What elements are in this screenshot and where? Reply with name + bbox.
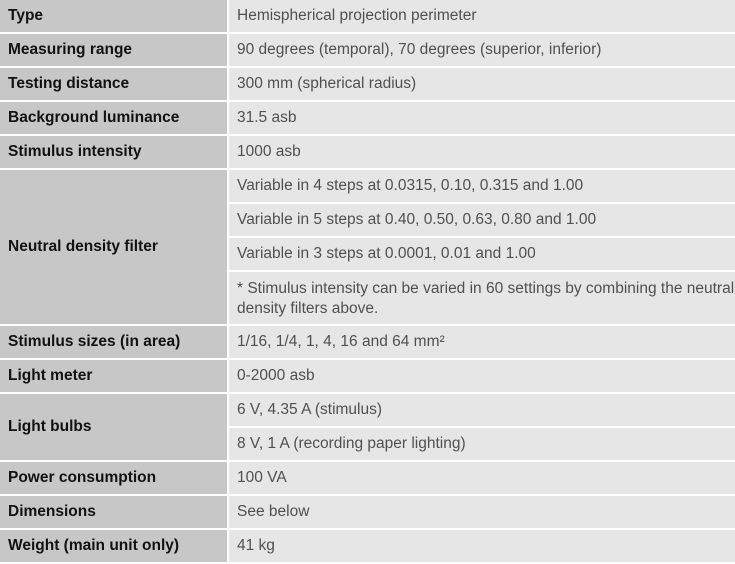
table-row [0,169,735,203]
row-label-neutral-density-filter: Neutral density filter [0,169,228,325]
row-label-measuring-range: Measuring range [0,33,228,67]
table-row [0,101,735,135]
row-value-dimensions: See below [228,495,735,529]
table-row [0,393,735,427]
row-value-ndf-note: * Stimulus intensity can be varied in 60 settings by combining the neutral density filters above. [237,280,735,317]
row-value-measuring-range: 90 degrees (temporal), 70 degrees (superior, inferior) [228,33,735,67]
row-label-stimulus-sizes: Stimulus sizes (in area) [0,325,228,359]
row-label-background-luminance: Background luminance [0,101,228,135]
row-value-power-consumption: 100 VA [228,461,735,495]
table-row [0,359,735,393]
row-value-stimulus-sizes: 1/16, 1/4, 1, 4, 16 and 64 mm² [228,325,735,359]
table-row [0,495,735,529]
row-value-type: Hemispherical projection perimeter [228,0,735,33]
row-value-light-bulb-1: 6 V, 4.35 A (stimulus) [228,393,735,427]
row-label-weight: Weight (main unit only) [0,529,228,563]
row-value-ndf-2: Variable in 5 steps at 0.40, 0.50, 0.63, 0.80 and 1.00 [228,203,735,237]
table-row [0,135,735,169]
table-row [0,0,735,33]
row-value-light-bulb-2: 8 V, 1 A (recording paper lighting) [228,427,735,461]
table-row [0,529,735,563]
row-label-power-consumption: Power consumption [0,461,228,495]
row-value-ndf-note-cell [228,271,735,325]
row-label-testing-distance: Testing distance [0,67,228,101]
table-row [0,461,735,495]
row-label-light-meter: Light meter [0,359,228,393]
table-row [0,67,735,101]
row-label-type: Type [0,0,228,33]
row-label-light-bulbs: Light bulbs [0,393,228,461]
row-label-stimulus-intensity: Stimulus intensity [0,135,228,169]
row-label-dimensions: Dimensions [0,495,228,529]
row-value-background-luminance: 31.5 asb [228,101,735,135]
row-value-stimulus-intensity: 1000 asb [228,135,735,169]
row-value-light-meter: 0-2000 asb [228,359,735,393]
row-value-testing-distance: 300 mm (spherical radius) [228,67,735,101]
row-value-ndf-3: Variable in 3 steps at 0.0001, 0.01 and 1.00 [228,237,735,271]
row-value-ndf-1: Variable in 4 steps at 0.0315, 0.10, 0.315 and 1.00 [228,169,735,203]
table-row [0,325,735,359]
table-row [0,33,735,67]
row-value-weight: 41 kg [228,529,735,563]
